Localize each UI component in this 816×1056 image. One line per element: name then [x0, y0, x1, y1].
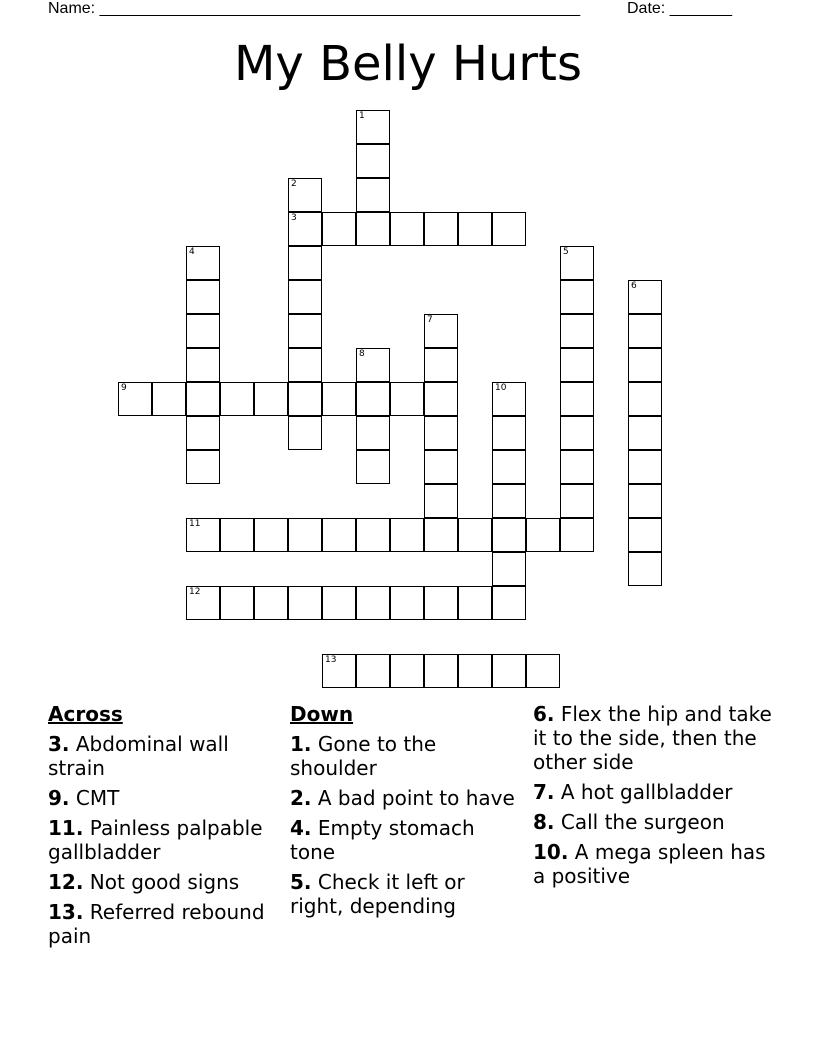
crossword-cell[interactable] — [424, 450, 458, 484]
crossword-cell[interactable] — [458, 586, 492, 620]
crossword-cell[interactable] — [560, 348, 594, 382]
crossword-cell[interactable] — [526, 654, 560, 688]
crossword-cell[interactable] — [492, 654, 526, 688]
name-field[interactable]: Name: ______________________________________________________ — [48, 0, 581, 17]
crossword-cell[interactable] — [628, 280, 662, 314]
crossword-cell[interactable] — [628, 518, 662, 552]
crossword-cell[interactable] — [356, 382, 390, 416]
crossword-cell[interactable] — [492, 518, 526, 552]
down-clue-4: 4. Empty stomach tone — [290, 816, 475, 864]
crossword-cell[interactable] — [424, 382, 458, 416]
crossword-cell[interactable] — [118, 382, 152, 416]
crossword-cell[interactable] — [322, 654, 356, 688]
crossword-cell[interactable] — [356, 586, 390, 620]
crossword-cell[interactable] — [390, 654, 424, 688]
crossword-cell[interactable] — [424, 484, 458, 518]
crossword-cell[interactable] — [322, 586, 356, 620]
crossword-cell[interactable] — [186, 382, 220, 416]
crossword-cell[interactable] — [356, 450, 390, 484]
crossword-cell[interactable] — [186, 518, 220, 552]
cell-number: 2 — [291, 179, 297, 189]
cell-number: 11 — [189, 519, 201, 529]
crossword-cell[interactable] — [254, 586, 288, 620]
crossword-cell[interactable] — [356, 654, 390, 688]
crossword-cell[interactable] — [356, 178, 390, 212]
crossword-cell[interactable] — [390, 586, 424, 620]
cell-number: 6 — [631, 281, 637, 291]
down-clue-1: 1. Gone to the shoulder — [290, 732, 437, 780]
crossword-cell[interactable] — [254, 382, 288, 416]
cell-number: 10 — [495, 383, 507, 393]
crossword-cell[interactable] — [492, 586, 526, 620]
across-clues — [48, 702, 278, 954]
crossword-cell[interactable] — [356, 212, 390, 246]
crossword-cell[interactable] — [288, 280, 322, 314]
cell-number: 12 — [189, 587, 201, 597]
cell-number: 7 — [427, 315, 433, 325]
across-clue-12: 12. Not good signs — [48, 870, 240, 894]
crossword-cell[interactable] — [288, 314, 322, 348]
crossword-cell[interactable] — [288, 382, 322, 416]
crossword-cell[interactable] — [458, 518, 492, 552]
crossword-cell[interactable] — [186, 450, 220, 484]
crossword-cell[interactable] — [186, 348, 220, 382]
crossword-cell[interactable] — [424, 314, 458, 348]
down-clue-8: 8. Call the surgeon — [533, 810, 725, 834]
crossword-cell[interactable] — [288, 586, 322, 620]
crossword-cell[interactable] — [356, 144, 390, 178]
cell-number: 4 — [189, 247, 195, 257]
crossword-cell[interactable] — [288, 178, 322, 212]
down-heading: Down — [290, 702, 354, 726]
crossword-cell[interactable] — [390, 212, 424, 246]
crossword-cell[interactable] — [560, 484, 594, 518]
crossword-cell[interactable] — [390, 518, 424, 552]
cell-number: 1 — [359, 111, 365, 121]
down-clue-10: 10. A mega spleen has a positive — [533, 840, 766, 888]
crossword-cell[interactable] — [186, 246, 220, 280]
crossword-cell[interactable] — [560, 280, 594, 314]
crossword-cell[interactable] — [288, 518, 322, 552]
crossword-cell[interactable] — [220, 518, 254, 552]
crossword-cell[interactable] — [322, 212, 356, 246]
cell-number: 9 — [121, 383, 127, 393]
crossword-cell[interactable] — [288, 416, 322, 450]
across-heading: Across — [48, 702, 123, 726]
across-clue-9: 9. CMT — [48, 786, 120, 810]
down-clues — [290, 702, 518, 924]
crossword-cell[interactable] — [560, 518, 594, 552]
cell-number: 8 — [359, 349, 365, 359]
across-clue-11: 11. Painless palpable gallbladder — [48, 816, 263, 864]
crossword-cell[interactable] — [288, 348, 322, 382]
crossword-cell[interactable] — [424, 348, 458, 382]
crossword-cell[interactable] — [628, 314, 662, 348]
crossword-cell[interactable] — [152, 382, 186, 416]
crossword-cell[interactable] — [254, 518, 288, 552]
crossword-cell[interactable] — [356, 416, 390, 450]
crossword-cell[interactable] — [560, 416, 594, 450]
crossword-cell[interactable] — [628, 450, 662, 484]
crossword-cell[interactable] — [186, 280, 220, 314]
down-clues-continued — [533, 702, 773, 894]
crossword-cell[interactable] — [424, 518, 458, 552]
down-clue-2: 2. A bad point to have — [290, 786, 515, 810]
crossword-cell[interactable] — [458, 212, 492, 246]
crossword-cell[interactable] — [560, 382, 594, 416]
across-clue-13: 13. Referred rebound pain — [48, 900, 265, 948]
crossword-cell[interactable] — [424, 586, 458, 620]
crossword-cell[interactable] — [186, 314, 220, 348]
crossword-cell[interactable] — [424, 212, 458, 246]
crossword-cell[interactable] — [492, 484, 526, 518]
crossword-cell[interactable] — [492, 416, 526, 450]
crossword-cell[interactable] — [356, 518, 390, 552]
crossword-cell[interactable] — [186, 416, 220, 450]
crossword-cell[interactable] — [560, 314, 594, 348]
down-clue-6: 6. Flex the hip and take it to the side, then the other side — [533, 702, 772, 774]
crossword-cell[interactable] — [628, 348, 662, 382]
crossword-cell[interactable] — [424, 654, 458, 688]
crossword-cell[interactable] — [628, 382, 662, 416]
crossword-cell[interactable] — [356, 348, 390, 382]
across-clue-3: 3. Abdominal wall strain — [48, 732, 229, 780]
crossword-cell[interactable] — [220, 586, 254, 620]
down-clue-5: 5. Check it left or right, depending — [290, 870, 465, 918]
crossword-cell[interactable] — [560, 450, 594, 484]
cell-number: 13 — [325, 655, 337, 665]
date-field[interactable]: Date: _______ — [627, 0, 732, 17]
crossword-cell[interactable] — [220, 382, 254, 416]
cell-number: 3 — [291, 213, 297, 223]
crossword-cell[interactable] — [628, 416, 662, 450]
crossword-cell[interactable] — [628, 552, 662, 586]
crossword-cell[interactable] — [390, 382, 424, 416]
crossword-cell[interactable] — [186, 586, 220, 620]
page-title: My Belly Hurts — [234, 36, 582, 92]
crossword-cell[interactable] — [492, 450, 526, 484]
crossword-cell[interactable] — [560, 246, 594, 280]
crossword-cell[interactable] — [424, 416, 458, 450]
down-clue-7: 7. A hot gallbladder — [533, 780, 733, 804]
cell-number: 5 — [563, 247, 569, 257]
crossword-cell[interactable] — [458, 654, 492, 688]
crossword-cell[interactable] — [492, 552, 526, 586]
crossword-cell[interactable] — [322, 382, 356, 416]
crossword-cell[interactable] — [492, 382, 526, 416]
crossword-cell[interactable] — [288, 246, 322, 280]
crossword-cell[interactable] — [288, 212, 322, 246]
crossword-cell[interactable] — [628, 484, 662, 518]
crossword-cell[interactable] — [526, 518, 560, 552]
crossword-cell[interactable] — [492, 212, 526, 246]
crossword-cell[interactable] — [356, 110, 390, 144]
crossword-cell[interactable] — [322, 518, 356, 552]
